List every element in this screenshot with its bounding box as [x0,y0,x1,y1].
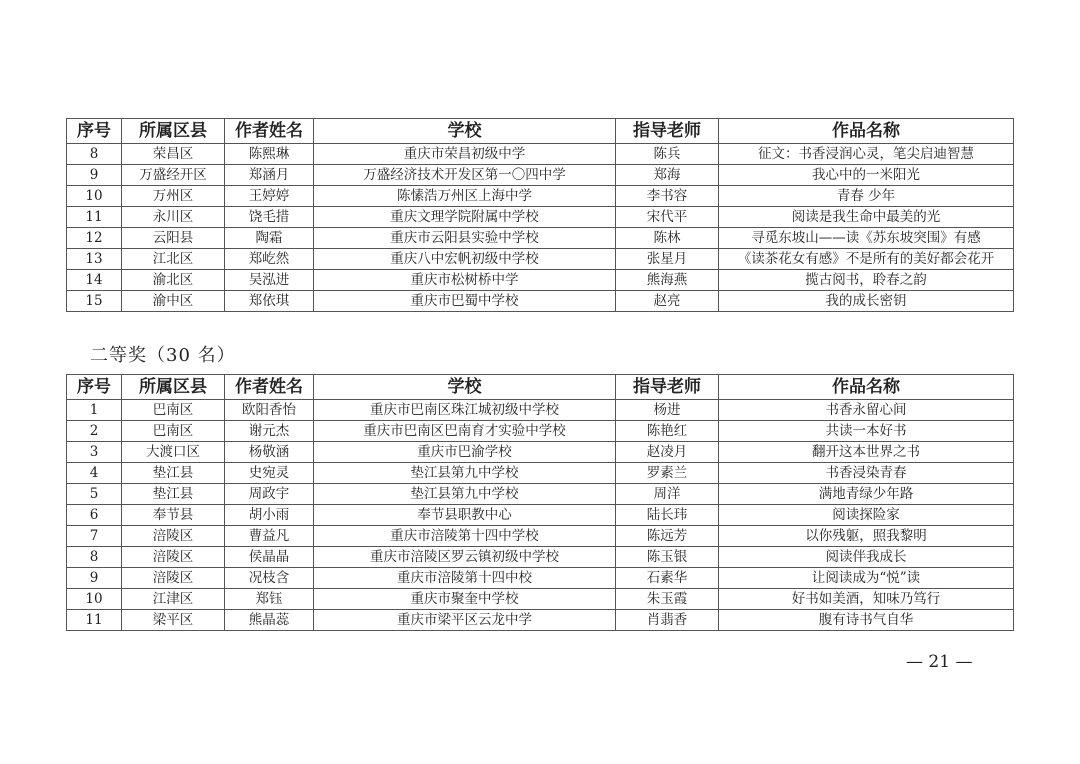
table-header-row [67,375,1014,400]
cell-work-title: 书香永留心间 [719,400,1014,421]
table-row [67,400,1014,421]
header-teacher: 指导老师 [616,375,719,400]
cell-school: 重庆市涪陵区罗云镇初级中学校 [314,547,616,568]
cell-author: 郑屹然 [225,249,314,270]
cell-teacher: 杨进 [616,400,719,421]
cell-author: 陈熙琳 [225,144,314,165]
cell-teacher: 陈艳红 [616,421,719,442]
cell-school: 重庆市梁平区云龙中学 [314,610,616,631]
cell-index: 11 [67,610,122,631]
cell-school: 垫江县第九中学校 [314,463,616,484]
cell-index: 2 [67,421,122,442]
cell-district: 万州区 [122,186,225,207]
cell-author: 欧阳香怡 [225,400,314,421]
cell-district: 奉节县 [122,505,225,526]
cell-teacher: 赵凌月 [616,442,719,463]
cell-district: 渝北区 [122,270,225,291]
cell-work-title: 腹有诗书气自华 [719,610,1014,631]
cell-school: 重庆市松树桥中学 [314,270,616,291]
cell-district: 涪陵区 [122,526,225,547]
header-index: 序号 [67,375,122,400]
cell-school: 重庆市云阳县实验中学校 [314,228,616,249]
cell-index: 10 [67,186,122,207]
cell-author: 吴泓进 [225,270,314,291]
table-row [67,270,1014,291]
cell-index: 15 [67,291,122,312]
cell-district: 巴南区 [122,421,225,442]
cell-school: 重庆市巴南区珠江城初级中学校 [314,400,616,421]
header-work-title: 作品名称 [719,375,1014,400]
cell-teacher: 熊海燕 [616,270,719,291]
cell-author: 熊晶蕊 [225,610,314,631]
cell-district: 云阳县 [122,228,225,249]
cell-teacher: 郑海 [616,165,719,186]
cell-work-title: 青春 少年 [719,186,1014,207]
cell-school: 重庆市涪陵第十四中学校 [314,526,616,547]
cell-index: 1 [67,400,122,421]
cell-district: 巴南区 [122,400,225,421]
cell-school: 重庆市巴南区巴南育才实验中学校 [314,421,616,442]
cell-district: 梁平区 [122,610,225,631]
table-row [67,589,1014,610]
cell-index: 8 [67,547,122,568]
cell-district: 大渡口区 [122,442,225,463]
section-title-second-prize: 二等奖（30 名） [90,345,236,366]
cell-school: 重庆市聚奎中学校 [314,589,616,610]
header-index: 序号 [67,119,122,144]
awards-table-first-prize-continued [66,118,1014,312]
cell-author: 况枝含 [225,568,314,589]
cell-teacher: 肖翡香 [616,610,719,631]
table-row [67,610,1014,631]
cell-index: 12 [67,228,122,249]
cell-district: 垫江县 [122,463,225,484]
cell-work-title: 《读茶花女有感》不是所有的美好都会花开 [719,249,1014,270]
cell-district: 荣昌区 [122,144,225,165]
cell-author: 陶霜 [225,228,314,249]
table-row [67,421,1014,442]
cell-district: 永川区 [122,207,225,228]
cell-author: 郑依琪 [225,291,314,312]
cell-author: 侯晶晶 [225,547,314,568]
table-row [67,547,1014,568]
table-header-row [67,119,1014,144]
cell-author: 郑钰 [225,589,314,610]
cell-work-title: 阅读是我生命中最美的光 [719,207,1014,228]
page-number: — 21 — [906,652,973,672]
cell-author: 史宛灵 [225,463,314,484]
cell-author: 王婷婷 [225,186,314,207]
cell-author: 胡小雨 [225,505,314,526]
header-author: 作者姓名 [225,375,314,400]
cell-work-title: 翻开这本世界之书 [719,442,1014,463]
table-row [67,442,1014,463]
table-row [67,165,1014,186]
cell-school: 陈愫浩万州区上海中学 [314,186,616,207]
table-row [67,207,1014,228]
awards-table-second-prize [66,374,1014,631]
cell-index: 9 [67,165,122,186]
cell-work-title: 我的成长密钥 [719,291,1014,312]
cell-index: 4 [67,463,122,484]
cell-district: 涪陵区 [122,547,225,568]
header-school: 学校 [314,375,616,400]
header-district: 所属区县 [122,119,225,144]
table-row [67,144,1014,165]
cell-school: 重庆市涪陵第十四中校 [314,568,616,589]
header-author: 作者姓名 [225,119,314,144]
cell-work-title: 书香浸染青春 [719,463,1014,484]
table-row [67,249,1014,270]
cell-school: 重庆文理学院附属中学校 [314,207,616,228]
table-row [67,568,1014,589]
cell-index: 9 [67,568,122,589]
cell-work-title: 让阅读成为“悦”读 [719,568,1014,589]
cell-teacher: 石素华 [616,568,719,589]
cell-work-title: 征文：书香浸润心灵，笔尖启迪智慧 [719,144,1014,165]
cell-work-title: 我心中的一米阳光 [719,165,1014,186]
table-row [67,484,1014,505]
cell-work-title: 好书如美酒，知味乃笃行 [719,589,1014,610]
cell-school: 重庆市荣昌初级中学 [314,144,616,165]
cell-school: 重庆市巴蜀中学校 [314,291,616,312]
cell-teacher: 张星月 [616,249,719,270]
cell-teacher: 陈兵 [616,144,719,165]
table-row [67,505,1014,526]
cell-work-title: 以你残躯，照我黎明 [719,526,1014,547]
cell-index: 3 [67,442,122,463]
cell-teacher: 陈林 [616,228,719,249]
cell-work-title: 阅读探险家 [719,505,1014,526]
cell-work-title: 满地青绿少年路 [719,484,1014,505]
table-row [67,291,1014,312]
table-row [67,186,1014,207]
table-row [67,463,1014,484]
header-district: 所属区县 [122,375,225,400]
cell-teacher: 陈远芳 [616,526,719,547]
header-work-title: 作品名称 [719,119,1014,144]
cell-school: 万盛经济技术开发区第一〇四中学 [314,165,616,186]
cell-district: 江北区 [122,249,225,270]
cell-teacher: 赵亮 [616,291,719,312]
cell-district: 万盛经开区 [122,165,225,186]
table-row [67,228,1014,249]
cell-author: 谢元杰 [225,421,314,442]
cell-teacher: 周洋 [616,484,719,505]
cell-teacher: 宋代平 [616,207,719,228]
cell-district: 渝中区 [122,291,225,312]
cell-teacher: 李书容 [616,186,719,207]
cell-index: 5 [67,484,122,505]
cell-teacher: 罗素兰 [616,463,719,484]
cell-district: 垫江县 [122,484,225,505]
cell-district: 涪陵区 [122,568,225,589]
cell-index: 11 [67,207,122,228]
header-school: 学校 [314,119,616,144]
cell-author: 饶毛措 [225,207,314,228]
table-row [67,526,1014,547]
cell-work-title: 揽古阅书，聆春之韵 [719,270,1014,291]
cell-district: 江津区 [122,589,225,610]
cell-author: 郑涵月 [225,165,314,186]
cell-work-title: 阅读伴我成长 [719,547,1014,568]
cell-index: 8 [67,144,122,165]
cell-school: 垫江县第九中学校 [314,484,616,505]
cell-school: 重庆八中宏帆初级中学校 [314,249,616,270]
cell-index: 13 [67,249,122,270]
cell-index: 10 [67,589,122,610]
cell-work-title: 共读一本好书 [719,421,1014,442]
cell-index: 6 [67,505,122,526]
cell-teacher: 朱玉霞 [616,589,719,610]
cell-author: 周政宇 [225,484,314,505]
cell-school: 奉节县职教中心 [314,505,616,526]
cell-index: 7 [67,526,122,547]
cell-teacher: 陆长玮 [616,505,719,526]
cell-school: 重庆市巴渝学校 [314,442,616,463]
cell-author: 杨敬涵 [225,442,314,463]
cell-work-title: 寻觅东坡山——读《苏东坡突围》有感 [719,228,1014,249]
cell-index: 14 [67,270,122,291]
cell-author: 曹益凡 [225,526,314,547]
header-teacher: 指导老师 [616,119,719,144]
cell-teacher: 陈玉银 [616,547,719,568]
